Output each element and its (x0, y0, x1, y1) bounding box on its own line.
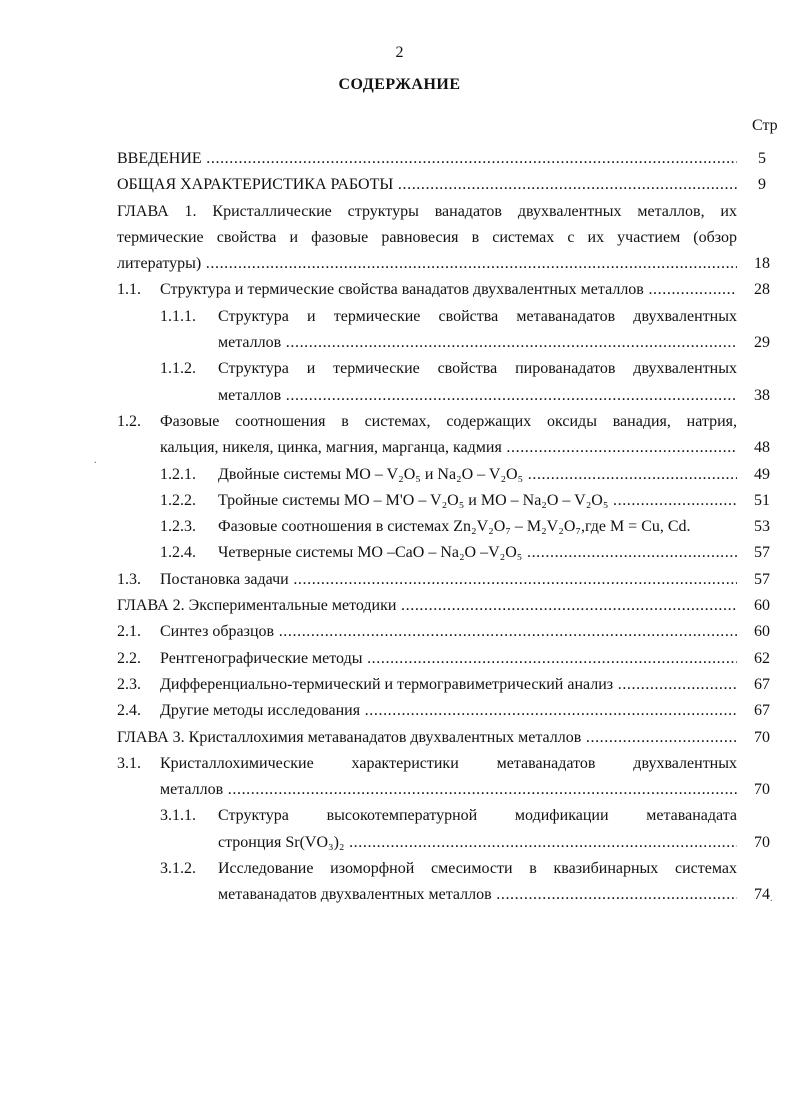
toc-entry-number: 1.2.3. (160, 518, 196, 536)
toc-entry-1-3[interactable] (0, 567, 799, 593)
toc-entry-1-2-1[interactable] (0, 462, 799, 488)
toc-entry-page: 70 (754, 833, 770, 851)
toc-entry-page: 62 (754, 649, 770, 667)
toc-entry-text: Рентгенографические методы ..... (160, 646, 737, 672)
toc-entry-1-2[interactable] (0, 409, 799, 435)
toc-entry-page: 74 (754, 886, 770, 904)
toc-entry-text: кальция, никеля, цинка, магния, марганца, кадмия ..... (160, 435, 737, 461)
toc-entry-page: 60 (754, 597, 770, 615)
toc-entry-2-2[interactable] (0, 646, 799, 672)
toc-entry-page: 49 (754, 465, 770, 483)
toc-entry-text: Структура и термические свойства ванадатов двухвалентных металлов ..... (160, 277, 737, 303)
toc-entry-number: 1.1.2. (160, 360, 196, 378)
toc-entry-page: 51 (754, 491, 770, 509)
toc-entry-page: 57 (754, 544, 770, 562)
toc-entry-2-3[interactable] (0, 672, 799, 698)
toc-entry-1-2-2[interactable] (0, 488, 799, 514)
toc-entry-1-1-2[interactable] (0, 356, 799, 382)
toc-entry-1-2-cont (0, 435, 799, 461)
toc-entry-page: 29 (754, 334, 770, 352)
toc-entry-page: 38 (754, 386, 770, 404)
toc-entry-text: Четверные системы MO –CaO – Na₂O –V₂O₅ ..... (218, 540, 737, 566)
toc-entry-page: 57 (754, 570, 770, 588)
toc-entry-text: стронция Sr(VO₃)₂ ..... (218, 830, 737, 856)
toc-entry-text: литературы) ..... (117, 251, 737, 277)
toc-entry-text: металлов ..... (218, 383, 737, 409)
toc-entry-number: 1.3. (117, 570, 141, 588)
toc-entry-text: ВВЕДЕНИЕ ..... (117, 146, 737, 172)
toc-entry-1-1-1-cont (0, 330, 799, 356)
toc-entry-number: 2.1. (117, 623, 141, 641)
toc-entry-page: 5 (758, 150, 766, 167)
toc-entry-text: Фазовые соотношения в системах Zn₂V₂O₇ – M₂V₂O₇,где M = Cu, Cd. (218, 518, 691, 536)
toc-entry-text: Синтез образцов ..... (160, 619, 737, 645)
toc-entry-chapter2[interactable] (0, 593, 799, 619)
toc-entry-number: 1.2.2. (160, 491, 196, 509)
toc-entry-text: металлов ..... (218, 330, 737, 356)
toc-entry-number: 1.1.1. (160, 307, 196, 325)
toc-entry-1-2-4[interactable] (0, 540, 799, 566)
toc-entry-2-4[interactable] (0, 698, 799, 724)
toc-entry-number: 3.1.2. (160, 860, 196, 878)
toc-entry-text: ГЛАВА 2. Экспериментальные методики ..... (117, 593, 737, 619)
toc-entry-text: термические свойства и фазовые равновесия в системах с их участием (обзор (117, 228, 737, 246)
toc-entry-1-1[interactable] (0, 277, 799, 303)
toc-entry-page: 53 (754, 518, 770, 536)
toc-entry-text: Фазовые соотношения в системах, содержащих оксиды ванадия, натрия, (160, 412, 737, 430)
toc-entry-1-2-3[interactable] (0, 514, 799, 540)
toc-entry-number: 1.2.4. (160, 544, 196, 562)
toc-entry-text: ГЛАВА 1. Кристаллические структуры ванадатов двухвалентных металлов, их (117, 202, 737, 220)
toc-entry-page: 70 (754, 728, 770, 746)
page-column-header: Стр (752, 117, 778, 134)
toc-entry-text: Структура высокотемпературной модификации метаванадата (218, 807, 737, 825)
toc-entry-introduction[interactable] (0, 146, 799, 172)
toc-entry-number: 2.4. (117, 702, 141, 720)
toc-entry-page: 67 (754, 702, 770, 720)
toc-entry-text: ОБЩАЯ ХАРАКТЕРИСТИКА РАБОТЫ ..... (117, 172, 737, 198)
toc-entry-text: Кристаллохимические характеристики метаванадатов двухвалентных (160, 754, 737, 772)
page-title: СОДЕРЖАНИЕ (338, 76, 461, 93)
scan-speck: . (94, 455, 97, 466)
toc-entry-general[interactable] (0, 172, 799, 198)
toc-entry-chapter1-cont (0, 251, 799, 277)
toc-entry-3-1-2[interactable] (0, 856, 799, 882)
toc-entry-text: ГЛАВА 3. Кристаллохимия метаванадатов двухвалентных металлов ..... (117, 725, 737, 751)
toc-entry-chapter1-cont (0, 225, 799, 251)
toc-entry-3-1-2-cont (0, 882, 799, 908)
toc-entry-3-1-1-cont (0, 830, 799, 856)
scan-speck: . (770, 893, 773, 904)
toc-entry-page: 28 (754, 281, 770, 299)
toc-entry-number: 3.1. (117, 754, 141, 772)
toc-entry-3-1-cont (0, 777, 799, 803)
toc-entry-1-1-2-cont (0, 383, 799, 409)
toc-entry-text: Тройные системы MO – M'O – V₂O₅ и MO – Na₂O – V₂O₅ ..... (218, 488, 737, 514)
toc-entry-text: Структура и термические свойства метаванадатов двухвалентных (218, 307, 737, 325)
toc-entry-text: металлов ..... (160, 777, 737, 803)
toc-entry-page: 18 (754, 255, 770, 273)
toc-entry-2-1[interactable] (0, 619, 799, 645)
toc-entry-text: метаванадатов двухвалентных металлов ..... (218, 882, 737, 908)
toc-entry-text: Двойные системы MO – V₂O₅ и Na₂O – V₂O₅ ..... (218, 462, 737, 488)
toc-entry-text: Дифференциально-термический и термогравиметрический анализ ..... (160, 672, 737, 698)
toc-entry-text: Постановка задачи ..... (160, 567, 737, 593)
page-number: 2 (395, 44, 404, 61)
toc-entry-page: 60 (754, 623, 770, 641)
toc-entry-number: 2.3. (117, 675, 141, 693)
toc-entry-3-1-1[interactable] (0, 803, 799, 829)
toc-entry-text: Структура и термические свойства пированадатов двухвалентных (218, 360, 737, 378)
toc-entry-3-1[interactable] (0, 751, 799, 777)
toc-entry-page: 48 (754, 439, 770, 457)
toc-entry-number: 3.1.1. (160, 807, 196, 825)
toc-entry-chapter1[interactable] (0, 199, 799, 225)
toc-entry-number: 1.2. (117, 412, 141, 430)
toc-entry-page: 9 (758, 176, 766, 194)
toc-entry-number: 1.2.1. (160, 465, 196, 483)
toc-entry-text: Другие методы исследования ..... (160, 698, 737, 724)
toc-entry-number: 1.1. (117, 281, 141, 299)
toc-entry-text: Исследование изоморфной смесимости в квазибинарных системах (218, 860, 737, 878)
toc-entry-page: 67 (754, 675, 770, 693)
toc-entry-page: 70 (754, 781, 770, 799)
toc-entry-chapter3[interactable] (0, 725, 799, 751)
toc-entry-1-1-1[interactable] (0, 304, 799, 330)
toc-entry-number: 2.2. (117, 649, 141, 667)
table-of-contents (0, 146, 799, 909)
